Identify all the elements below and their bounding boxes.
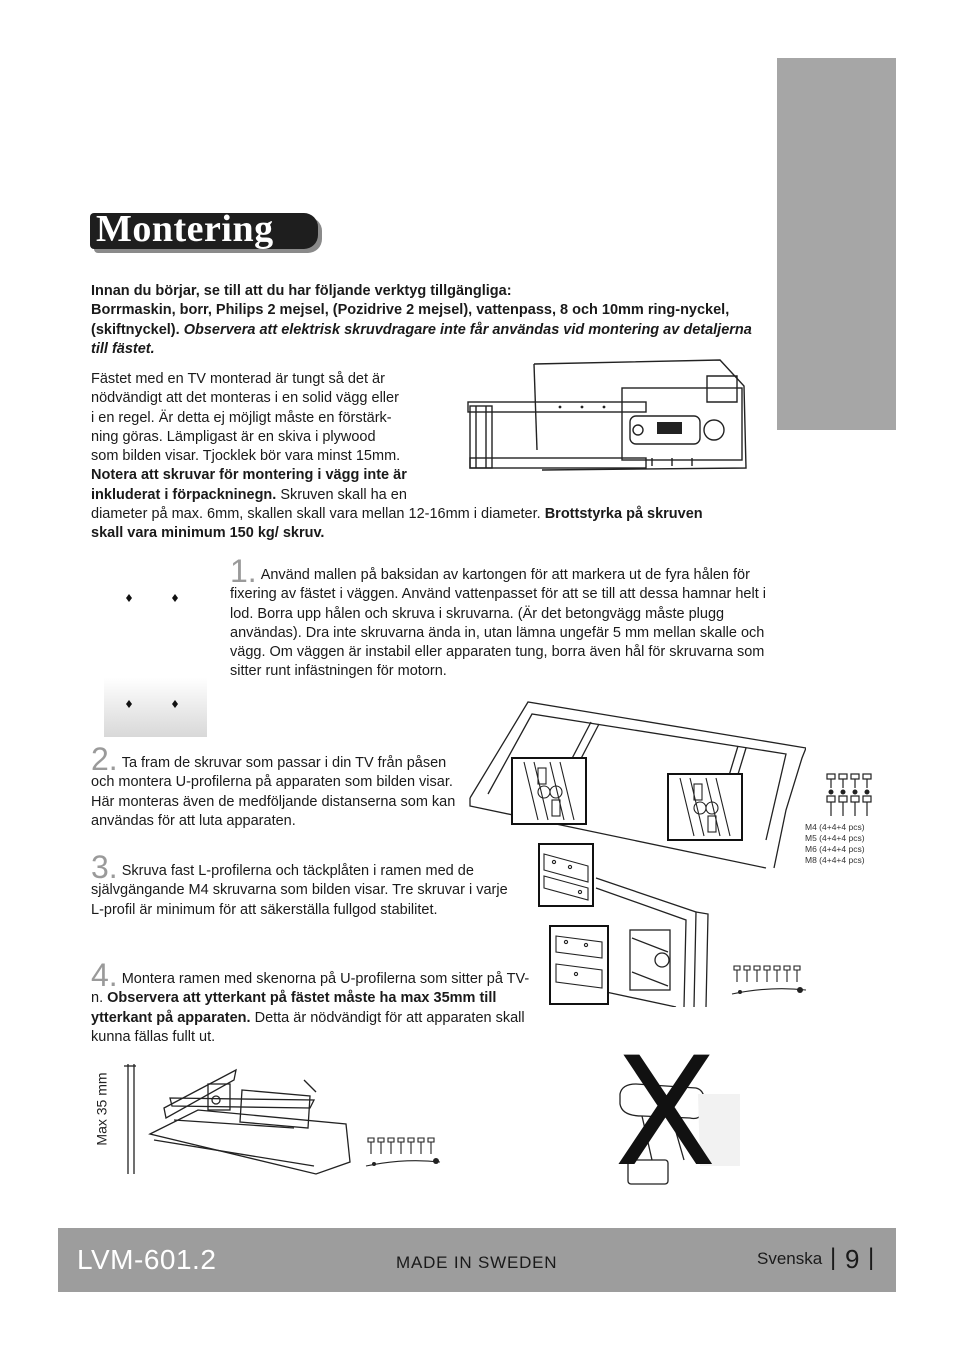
m4-screws-icon (730, 964, 810, 1006)
step-2 (91, 741, 466, 831)
step-number: 1. (230, 553, 257, 589)
language-label: Svenska (757, 1249, 823, 1268)
drill-template (104, 580, 207, 737)
page-divider: | (830, 1244, 837, 1271)
step-text: Använd mallen på baksidan av kartongen för att markera ut de fyra hålen för fixering av fästet i väggen. Använd vattenpasset för att se till att dessa hamnar helt i lod. Borra upp hålen och skruva i skruvarna. (Är det betongvägg måste plugg användas). Dra inte skruvarna ända in, utan lämna ungefär 5 mm mellan skalle och vägg. Om väggen är instabil eller apparaten tung, borra även hål för skruvarna som sitter runt infästningen för motorn. (230, 567, 766, 680)
step-text: Montera ramen med skenorna på U-profilerna som sitter på TV-n. (91, 971, 530, 1007)
screw-size: M5 (4+4+4 pcs) (805, 833, 865, 843)
step-text: Skruva fast L-profilerna och täckplåten i ramen med de självgängande M4 skruvarna som bilden visar. Tre skruvar i varje L-profil är minimum för att säkerställa fullgod stabilitet. (91, 863, 508, 918)
step-1 (230, 553, 778, 682)
wall-line: som bilden visar. Tjocklek bör vara minst 15mm. (91, 448, 401, 465)
step-number: 3. (91, 849, 118, 885)
wall-line: diameter på max. 6mm, skallen skall vara mellan 12-16mm i diameter. (91, 506, 545, 522)
screw-size: M6 (4+4+4 pcs) (805, 844, 865, 854)
made-in-label: MADE IN SWEDEN (396, 1253, 558, 1272)
model-name: LVM-601.2 (77, 1244, 217, 1275)
l-profile-illustration (536, 842, 716, 1007)
screw-size: M8 (4+4+4 pcs) (805, 855, 865, 865)
drill-hole-marks (104, 580, 207, 737)
wall-note: Notera att skruvar för montering i vägg inte är (91, 467, 407, 484)
tools-list: Borrmaskin, borr, Philips 2 mejsel, (Pozidrive 2 mejsel), vattenpass, 8 och 10mm ring-nyckel, (skiftnyckel). (91, 302, 730, 338)
bracket-wall-illustration (462, 358, 752, 478)
page-divider: | (868, 1244, 875, 1271)
wall-paragraph-cont (91, 505, 781, 544)
screw-size: M4 (4+4+4 pcs) (805, 822, 865, 832)
frame-screws-icon (364, 1136, 444, 1176)
wall-line: nödvändigt att det monteras i en solid vägg eller (91, 390, 399, 407)
wall-paragraph (91, 370, 451, 505)
step-text: Ta fram de skruvar som passar i din TV från påsen och montera U-profilerna på apparaten som bilden visar. Här monteras även de medföljande distanserna som kan användas för att luta apparaten. (91, 755, 456, 829)
wall-strength: skall vara minimum 150 kg/ skruv. (91, 525, 325, 542)
tools-paragraph (91, 282, 761, 359)
step-3 (91, 849, 523, 920)
step-number: 2. (91, 741, 118, 777)
screw-set-icon (824, 772, 874, 820)
step-warning: Observera att ytterkant på fästet måste ha max 35mm till ytterkant på apparaten. (91, 990, 497, 1026)
wall-strength: Brottstyrka på skruven (544, 506, 703, 522)
page-number: 9 (845, 1244, 860, 1274)
max-35-label (90, 1065, 112, 1160)
wall-line: Skruven skall ha en (276, 486, 407, 503)
step-text: Detta är nödvändigt för att apparaten skall kunna fällas fullt ut. (91, 1009, 525, 1045)
step-4 (91, 957, 539, 1047)
frame-mount-illustration (114, 1062, 354, 1180)
max-35-text: Max 35 mm (93, 1072, 110, 1146)
wall-line: Fästet med en TV monterad är tungt så det är (91, 371, 385, 387)
wall-line: ning göras. Lämpligast är en skiva i plywood (91, 428, 376, 445)
tools-lead: Innan du börjar, se till att du har följande verktyg tillgängliga: (91, 283, 512, 299)
side-tab (777, 58, 896, 430)
tools-note: Observera att elektrisk skruvdragare inte får användas vid montering av detaljerna till fästet. (91, 321, 752, 357)
forbidden-x-icon: X (614, 1026, 717, 1200)
wall-line: i en regel. Är detta ej möjligt måste en förstärk- (91, 409, 392, 426)
step-number: 4. (91, 957, 118, 993)
wall-note: inkluderat i förpackninegn. (91, 486, 277, 503)
page-title: Montering (96, 208, 274, 250)
screw-size-list (805, 822, 865, 866)
